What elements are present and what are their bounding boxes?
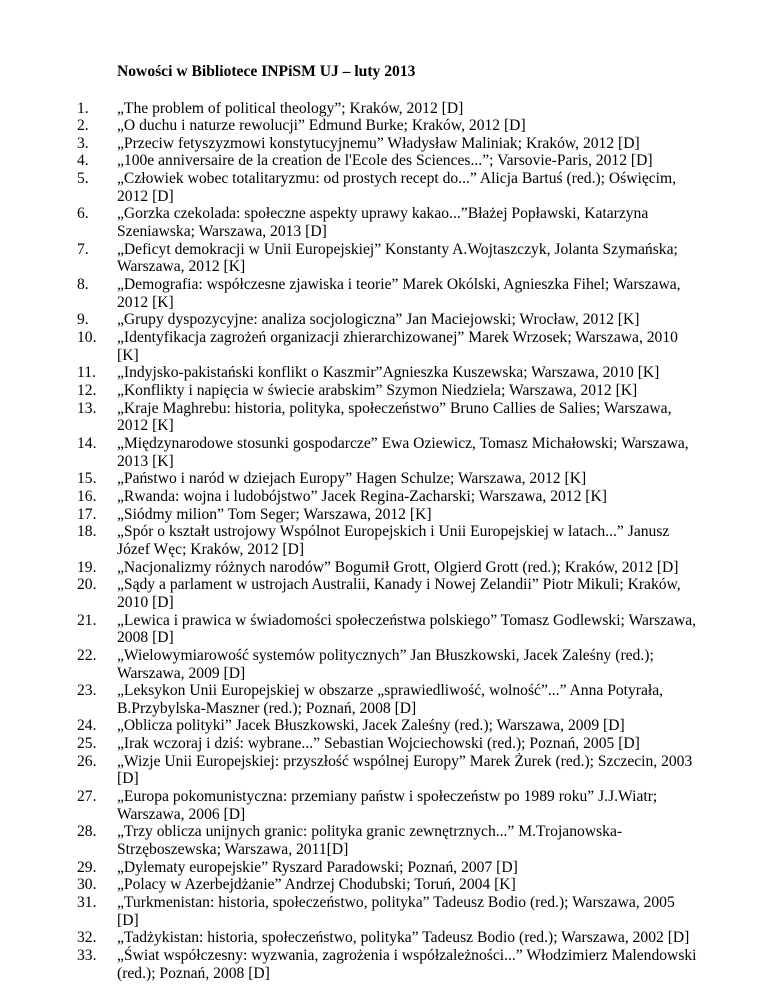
list-item [0,117,768,135]
item-text: „Nacjonalizmy różnych narodów” Bogumił Grott, Olgierd Grott (red.); Kraków, 2012 [D] [117,558,679,576]
item-number: 8. [77,276,89,294]
item-number: 32. [77,929,97,947]
list-item [0,788,768,823]
item-text: „Świat współczesny: wyzwania, zagrożenia i współzależności...” Włodzimierz Malendowski (red.); Poznań, 2008 [D] [117,947,697,982]
item-text: „Demografia: współczesne zjawiska i teorie” Marek Okólski, Agnieszka Fihel; Warszawa, 2012 [K] [117,276,681,311]
item-number: 21. [77,611,97,629]
item-number: 23. [77,682,97,700]
list-item [0,311,768,329]
item-text: „Rwanda: wojna i ludobójstwo” Jacek Regina-Zacharski; Warszawa, 2012 [K] [117,487,607,505]
item-text: „Dylematy europejskie” Ryszard Paradowski; Poznań, 2007 [D] [117,858,518,876]
list-item [0,205,768,240]
list-item [0,894,768,929]
item-number: 19. [77,558,97,576]
item-text: „Spór o kształt ustrojowy Wspólnot Europejskich i Unii Europejskiej w latach...” Janusz Józef Węc; Kraków, 2012 [D] [117,523,670,558]
item-number: 24. [77,717,97,735]
list-item [0,823,768,858]
list-item [0,612,768,647]
item-number: 33. [77,947,97,964]
item-number: 5. [77,170,89,188]
item-number: 1. [77,99,89,117]
item-number: 26. [77,752,97,770]
item-text: „Turkmenistan: historia, społeczeństwo, polityka” Tadeusz Bodio (red.); Warszawa, 2005 [D] [117,894,675,929]
item-text: „Oblicza polityki” Jacek Błuszkowski, Jacek Zaleśny (red.); Warszawa, 2009 [D] [117,717,625,735]
item-text: „Leksykon Unii Europejskiej w obszarze „sprawiedliwość, wolność”...” Anna Potyrała, B.Przybylska-Maszner (red.); Poznań, 2008 [D] [117,682,664,717]
item-number: 7. [77,240,89,258]
list-item [0,400,768,435]
item-text: „Trzy oblicza unijnych granic: polityka granic zewnętrznych...” M.Trojanowska-Strzęboszewska; Warszawa, 2011[D] [117,823,623,859]
item-text: „Identyfikacja zagrożeń organizacji zhierarchizowanej” Marek Wrzosek; Warszawa, 2010 [K] [117,329,678,364]
item-text: „Lewica i prawica w świadomości społeczeństwa polskiego” Tomasz Godlewski; Warszawa, 2008 [D] [117,611,697,647]
item-number: 25. [77,735,97,753]
item-number: 2. [77,117,89,135]
list-item [0,523,768,558]
list-item [0,929,768,947]
item-text: „100e anniversaire de la creation de l'Ecole des Sciences...”; Varsovie-Paris, 2012 [D] [117,152,653,170]
item-text: „Tadżykistan: historia, społeczeństwo, polityka” Tadeusz Bodio (red.); Warszawa, 2002 [D] [117,929,690,947]
item-text: „O duchu i naturze rewolucji” Edmund Burke; Kraków, 2012 [D] [117,117,526,135]
item-text: „Wielowymiarowość systemów politycznych” Jan Błuszkowski, Jacek Zaleśny (red.); Warszawa, 2009 [D] [117,646,654,682]
list-item [0,364,768,382]
item-text: „Europa pokomunistyczna: przemiany państw i społeczeństw po 1989 roku” J.J.Wiatr; Warszawa, 2006 [D] [117,788,658,823]
item-text: „Polacy w Azerbejdżanie” Andrzej Chodubski; Toruń, 2004 [K] [117,876,516,894]
item-text: „Przeciw fetyszyzmowi konstytucyjnemu” Władysław Maliniak; Kraków, 2012 [D] [117,134,640,152]
item-number: 20. [77,576,97,594]
item-number: 3. [77,134,89,152]
list-item [0,753,768,788]
item-text: „Irak wczoraj i dziś: wybrane...” Sebastian Wojciechowski (red.); Poznań, 2005 [D] [117,735,640,753]
item-number: 13. [77,399,97,417]
item-text: „Grupy dyspozycyjne: analiza socjologiczna” Jan Maciejowski; Wrocław, 2012 [K] [117,311,640,329]
item-number: 18. [77,523,97,541]
item-number: 4. [77,152,89,170]
item-text: „Międzynarodowe stosunki gospodarcze” Ewa Oziewicz, Tomasz Michałowski; Warszawa, 2013 [K] [117,434,689,470]
item-text: „Deficyt demokracji w Unii Europejskiej” Konstanty A.Wojtaszczyk, Jolanta Szymańska; Warszawa, 2012 [K] [117,240,678,276]
item-text: „The problem of political theology”; Kraków, 2012 [D] [117,99,464,117]
item-number: 9. [77,311,89,329]
list-item [0,682,768,717]
list-item [0,506,768,524]
item-text: „Człowiek wobec totalitaryzmu: od prostych recept do...” Alicja Bartuś (red.); Oświęcim, 2012 [D] [117,170,677,205]
list-item [0,329,768,364]
item-text: „Kraje Maghrebu: historia, polityka, społeczeństwo” Bruno Callies de Salies; Warszawa, 2012 [K] [117,399,672,435]
list-item [0,382,768,400]
item-text: „Konflikty i napięcia w świecie arabskim” Szymon Niedziela; Warszawa, 2012 [K] [117,382,638,399]
list-item [0,276,768,311]
item-text: „Gorzka czekolada: społeczne aspekty uprawy kakao...”Błażej Popławski, Katarzyna Szeniawska; Warszawa, 2013 [D] [117,205,649,241]
list-item [0,170,768,205]
document-title: Nowości w Bibliotece INPiSM UJ – luty 2013 [117,63,416,80]
list-item [0,100,768,118]
list-item [0,859,768,877]
list-item [0,576,768,611]
item-number: 27. [77,788,97,806]
item-number: 15. [77,470,97,488]
item-number: 30. [77,876,97,894]
list-item [0,135,768,153]
list-item [0,559,768,577]
list-item [0,735,768,753]
item-number: 14. [77,434,97,452]
item-number: 28. [77,823,97,841]
list-item [0,876,768,894]
list-item [0,647,768,682]
item-text: „Państwo i naród w dziejach Europy” Hagen Schulze; Warszawa, 2012 [K] [117,470,587,488]
item-number: 6. [77,205,89,223]
item-number: 16. [77,487,97,505]
list-item [0,241,768,276]
item-number: 29. [77,858,97,876]
list-item [0,470,768,488]
item-number: 22. [77,646,97,664]
item-number: 17. [77,505,97,523]
item-number: 10. [77,329,97,347]
list-item [0,435,768,470]
item-text: „Siódmy milion” Tom Seger; Warszawa, 2012 [K] [117,505,432,523]
item-number: 31. [77,894,97,912]
item-number: 11. [77,364,96,382]
list-item [0,717,768,735]
list-item [0,488,768,506]
list-item [0,947,768,982]
list-item [0,152,768,170]
new-books-list [0,100,768,983]
item-text: „Wizje Unii Europejskiej: przyszłość wspólnej Europy” Marek Żurek (red.); Szczecin, 2003 [D] [117,752,693,788]
item-text: „Indyjsko-pakistański konflikt o Kaszmir”Agnieszka Kuszewska; Warszawa, 2010 [K] [117,364,660,382]
item-text: „Sądy a parlament w ustrojach Australii, Kanady i Nowej Zelandii” Piotr Mikuli; Kraków, 2010 [D] [117,576,681,611]
item-number: 12. [77,382,97,399]
